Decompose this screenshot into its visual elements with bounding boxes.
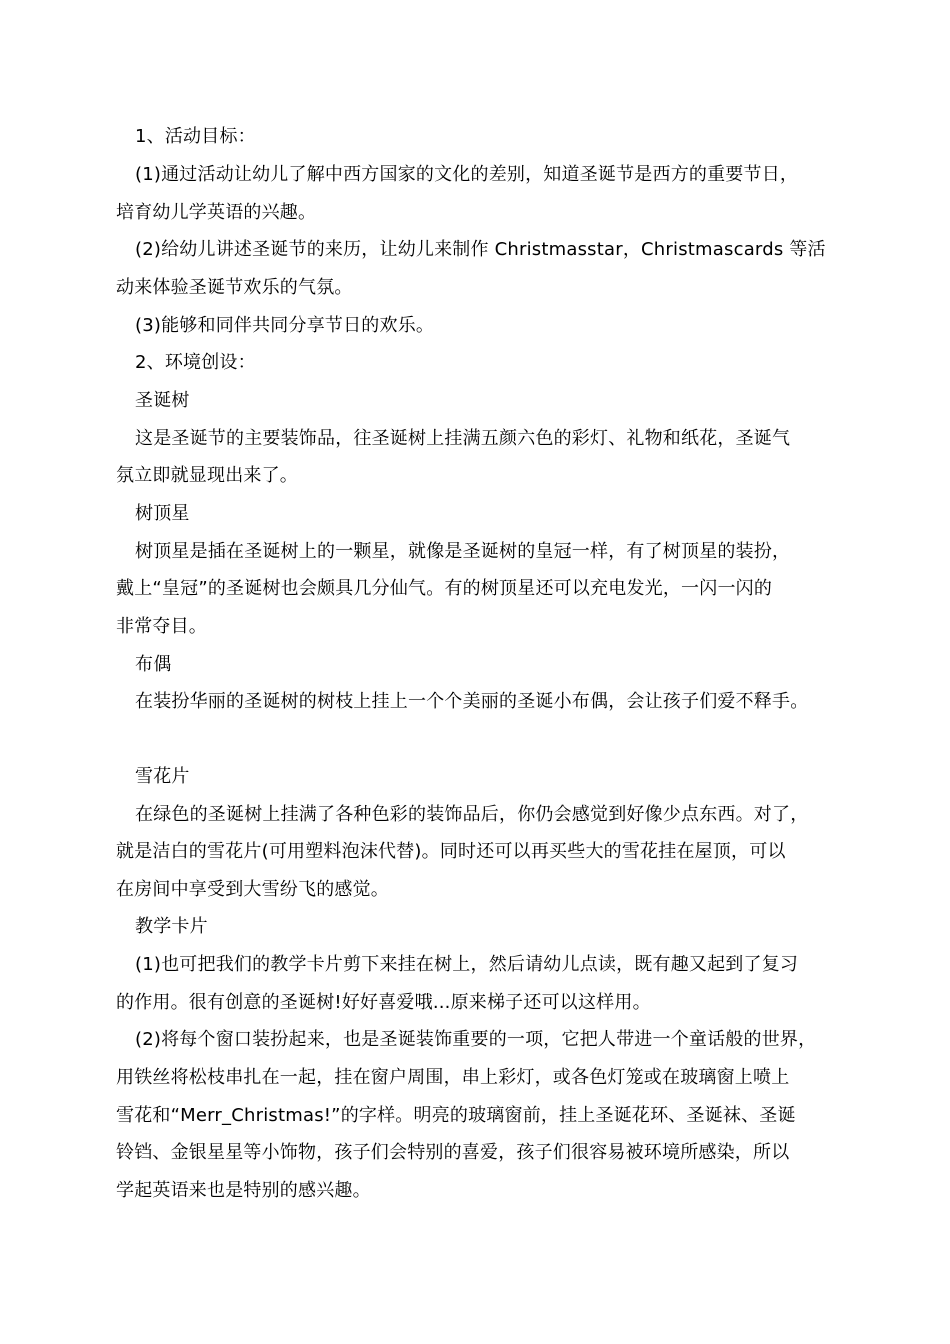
paragraph-line: 铃铛、金银星星等小饰物，孩子们会特别的喜爱，孩子们很容易被环境所感染，所以 — [116, 1142, 790, 1163]
paragraph-line: 非常夺目。 — [116, 616, 207, 637]
paragraph-line: 这是圣诞节的主要装饰品，往圣诞树上挂满五颜六色的彩灯、礼物和纸花，圣诞气 — [135, 428, 791, 449]
subheading-teaching-cards: 教学卡片 — [135, 916, 208, 937]
paragraph-line: 氛立即就显现出来了。 — [116, 465, 298, 486]
subheading-tree-top-star: 树顶星 — [135, 503, 190, 524]
section-heading-goals: 1、活动目标： — [135, 126, 256, 147]
paragraph-line: 雪花和“Merr_Christmas!”的字样。明亮的玻璃窗前，挂上圣诞花环、圣诞袜、圣诞 — [116, 1105, 796, 1126]
paragraph-line: (1)通过活动让幼儿了解中西方国家的文化的差别，知道圣诞节是西方的重要节日， — [135, 164, 799, 185]
paragraph-line: 学起英语来也是特别的感兴趣。 — [116, 1180, 371, 1201]
paragraph-line: 就是洁白的雪花片(可用塑料泡沫代替)。同时还可以再买些大的雪花挂在屋顶，可以 — [116, 841, 786, 862]
paragraph-line: 在装扮华丽的圣诞树的树枝上挂上一个个美丽的圣诞小布偶，会让孩子们爱不释手。 — [135, 691, 809, 712]
subheading-doll: 布偶 — [135, 654, 172, 675]
paragraph-line: 动来体验圣诞节欢乐的气氛。 — [116, 277, 353, 298]
paragraph-line: 的作用。很有创意的圣诞树!好好喜爱哦...原来梯子还可以这样用。 — [116, 992, 651, 1013]
paragraph-line: 在绿色的圣诞树上挂满了各种色彩的装饰品后，你仍会感觉到好像少点东西。对了， — [135, 804, 809, 825]
paragraph-line: (2)将每个窗口装扮起来，也是圣诞装饰重要的一项，它把人带进一个童话般的世界， — [135, 1029, 817, 1050]
paragraph-line: 在房间中享受到大雪纷飞的感觉。 — [116, 879, 389, 900]
paragraph-line: 树顶星是插在圣诞树上的一颗星，就像是圣诞树的皇冠一样，有了树顶星的装扮， — [135, 541, 791, 562]
subheading-snowflake: 雪花片 — [135, 766, 190, 787]
paragraph-line: (3)能够和同伴共同分享节日的欢乐。 — [135, 315, 435, 336]
paragraph-line: 戴上“皇冠”的圣诞树也会颇具几分仙气。有的树顶星还可以充电发光，一闪一闪的 — [116, 578, 773, 599]
section-heading-environment: 2、环境创设： — [135, 352, 256, 373]
paragraph-line: 用铁丝将松枝串扎在一起，挂在窗户周围，串上彩灯，或各色灯笼或在玻璃窗上喷上 — [116, 1067, 790, 1088]
paragraph-line: (2)给幼儿讲述圣诞节的来历，让幼儿来制作 Christmasstar，Christmascards 等活 — [135, 239, 826, 260]
paragraph-line: (1)也可把我们的教学卡片剪下来挂在树上，然后请幼儿点读，既有趣又起到了复习 — [135, 954, 799, 975]
paragraph-line: 培育幼儿学英语的兴趣。 — [116, 202, 317, 223]
subheading-christmas-tree: 圣诞树 — [135, 390, 190, 411]
